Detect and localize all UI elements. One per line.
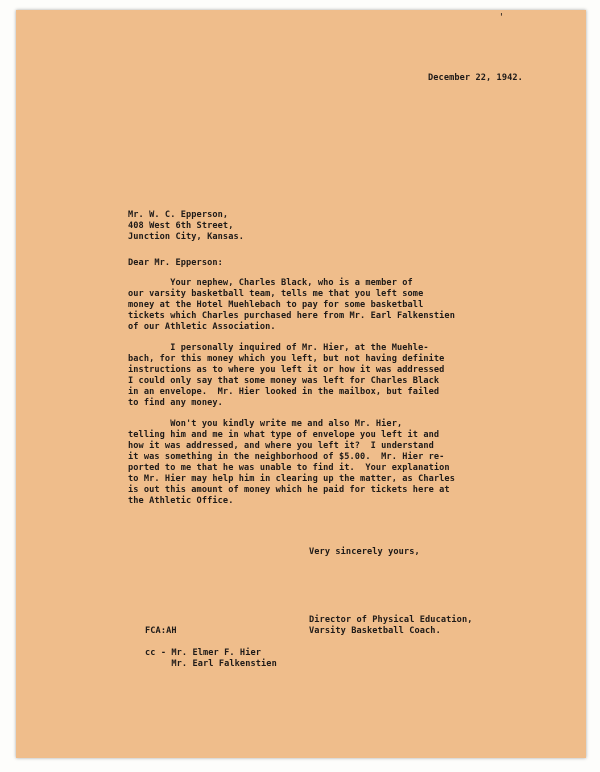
paragraph-line: money at the Hotel Muehlebach to pay for some basketball [128, 300, 424, 310]
paragraph-line: bach, for this money which you left, but not having definite [128, 354, 445, 364]
paragraph-line: to Mr. Hier may help him in clearing up the matter, as Charles [128, 474, 455, 484]
signature-title-line: Director of Physical Education, [309, 615, 473, 625]
paragraph-line: ported to me that he was unable to find it. Your explanation [128, 463, 450, 473]
paragraph-line: telling him and me in what type of envelope you left it and [128, 430, 440, 440]
cc-line: cc - Mr. Elmer F. Hier [145, 648, 262, 658]
letter-date: December 22, 1942. [428, 73, 523, 83]
paragraph-line: of our Athletic Association. [128, 322, 276, 332]
paragraph-line: Won't you kindly write me and also Mr. Hier, [128, 419, 403, 429]
salutation: Dear Mr. Epperson: [128, 258, 223, 268]
recipient-street: 408 West 6th Street, [128, 221, 234, 231]
paragraph-line: instructions as to where you left it or how it was addressed [128, 365, 445, 375]
paragraph-line: the Athletic Office. [128, 496, 234, 506]
closing: Very sincerely yours, [309, 547, 420, 557]
cc-line: Mr. Earl Falkenstien [145, 659, 277, 669]
paragraph-line: Your nephew, Charles Black, who is a member of [128, 278, 413, 288]
typist-initials: FCA:AH [145, 626, 177, 636]
recipient-city: Junction City, Kansas. [128, 232, 245, 242]
corner-mark: ' [500, 12, 503, 23]
signature-title-line: Varsity Basketball Coach. [309, 626, 441, 636]
paragraph-line: in an envelope. Mr. Hier looked in the mailbox, but failed [128, 387, 440, 397]
paragraph-line: it was something in the neighborhood of $5.00. Mr. Hier re- [128, 452, 445, 462]
paragraph-line: how it was addressed, and where you left it? I understand [128, 441, 434, 451]
paragraph-line: I personally inquired of Mr. Hier, at the Muehle- [128, 343, 429, 353]
paragraph-line: is out this amount of money which he paid for tickets here at [128, 485, 450, 495]
paragraph-line: tickets which Charles purchased here from Mr. Earl Falkenstien [128, 311, 455, 321]
paragraph-line: to find any money. [128, 398, 223, 408]
letter-page [16, 10, 586, 758]
recipient-name: Mr. W. C. Epperson, [128, 210, 229, 220]
paragraph-line: I could only say that some money was left for Charles Black [128, 376, 440, 386]
paragraph-line: our varsity basketball team, tells me that you left some [128, 289, 424, 299]
